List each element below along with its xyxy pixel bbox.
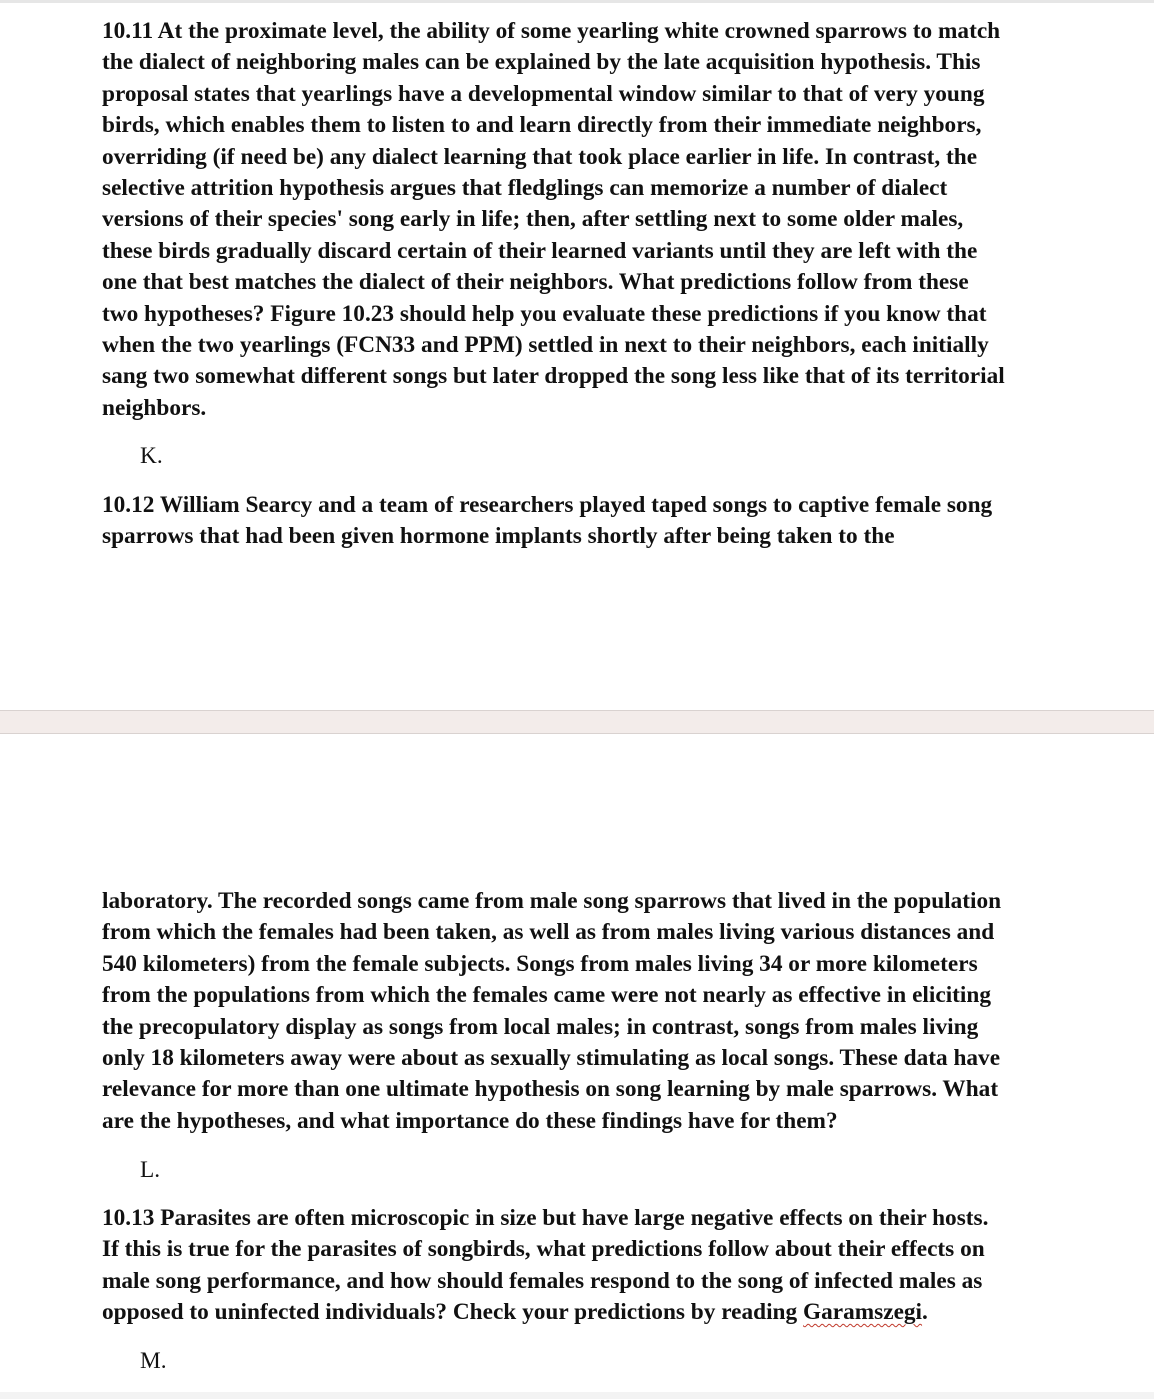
question-10-12-line: relevance for more than one ultimate hypothesis on song learning by male sparrows. What [102,1076,999,1103]
question-10-13-last-line [102,1297,1087,1328]
answer-label-l: L. [140,1157,161,1183]
spellcheck-flagged-word[interactable]: Garamszegi [803,1299,923,1326]
answer-label-k: K. [140,443,163,469]
question-10-13-period: . [922,1299,928,1326]
question-10-11-line: the dialect of neighboring males can be explained by the late acquisition hypothesis. This [102,49,981,76]
question-10-11 [102,16,1087,424]
question-10-11-line: overriding (if need be) any dialect learning that took place earlier in life. In contrast, the [102,143,978,170]
question-10-13-line: 10.13 Parasites are often microscopic in size but have large negative effects on their hosts. [102,1205,989,1231]
question-10-11-line: sang two somewhat different songs but later dropped the song less like that of its territorial [102,363,1005,390]
question-10-11-line: selective attrition hypothesis argues that fledglings can memorize a number of dialect [102,175,948,202]
question-10-11-line: neighbors. [102,394,207,421]
question-10-13-line: male song performance, and how should females respond to the song of infected males as [102,1267,983,1294]
question-10-12-line: sparrows that had been given hormone implants shortly after being taken to the [102,523,895,550]
question-10-12-part-2 [102,886,1087,1137]
question-10-12-line: 10.12 William Searcy and a team of researchers played taped songs to captive female song [102,492,993,518]
question-10-12-line: the precopulatory display as songs from local males; in contrast, songs from males living [102,1013,979,1040]
question-10-11-line: 10.11 At the proximate level, the ability of some yearling white crowned sparrows to match [102,18,1001,44]
page-break-gap [0,710,1154,734]
question-10-13-text: opposed to uninfected individuals? Check your predictions by reading [102,1299,803,1326]
question-10-11-line: versions of their species' song early in life; then, after settling next to some older males, [102,206,964,233]
question-10-12-part-1 [102,490,1087,553]
question-10-12-line: are the hypotheses, and what importance do these findings have for them? [102,1107,838,1134]
question-10-12-line: laboratory. The recorded songs came from male song sparrows that lived in the population [102,888,1002,914]
page-bottom-edge [0,1392,1154,1399]
question-10-12-line: only 18 kilometers away were about as sexually stimulating as local songs. These data have [102,1045,1001,1072]
question-10-11-line: these birds gradually discard certain of their learned variants until they are left with the [102,237,978,264]
question-10-11-line: when the two yearlings (FCN33 and PPM) settled in next to their neighbors, each initially [102,332,989,359]
question-10-11-line: birds, which enables them to listen to and learn directly from their immediate neighbors, [102,112,982,139]
question-10-12-line: from the populations from which the females came were not nearly as effective in eliciting [102,982,992,1009]
question-10-11-line: two hypotheses? Figure 10.23 should help you evaluate these predictions if you know that [102,300,987,327]
question-10-12-line: 540 kilometers) from the female subjects. Songs from males living 34 or more kilometers [102,950,978,977]
answer-label-m: M. [140,1348,167,1374]
question-10-11-line: one that best matches the dialect of their neighbors. What predictions follow from these [102,269,969,296]
question-10-13 [102,1203,1087,1329]
question-10-13-line: If this is true for the parasites of songbirds, what predictions follow about their effects on [102,1236,985,1263]
question-10-11-line: proposal states that yearlings have a developmental window similar to that of very young [102,80,985,107]
question-10-12-line: from which the females had been taken, as well as from males living various distances and [102,919,995,946]
